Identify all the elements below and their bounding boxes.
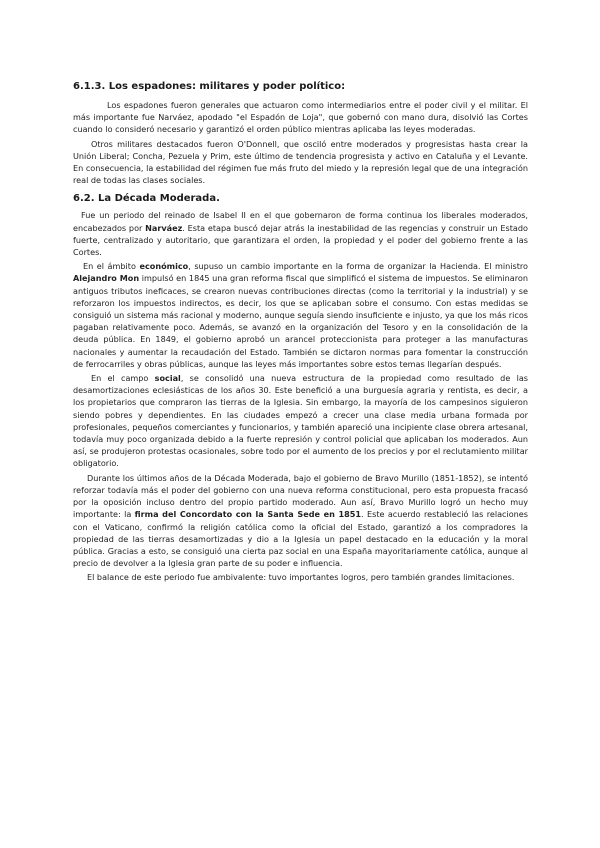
paragraph-espadones-2: Otros militares destacados fueron O'Donnell, que osciló entre moderados y progresistas hasta crear la Unión Liberal; Concha, Pezuela y Prim, este último de tendencia progresista y activo en Cataluña y el Levante. En consecuencia, la estabilidad del régimen fue más fruto del miedo y la represión legal que de una integración real de todas las clases sociales.	[73, 138, 528, 186]
bold-narvaez: Narváez	[145, 222, 183, 233]
paragraph-bravo-murillo: Durante los últimos años de la Década Moderada, bajo el gobierno de Bravo Murillo (1851-1852), se intentó reforzar todavía más el poder del gobierno con una nueva reforma constitucional, pero esta propuesta fracasó por la oposición incluso dentro del propio partido moderado. Aun así, Bravo Murillo logró un hecho muy importante: la firma del Concordato con la Santa Sede en 1851. Este acuerdo restableció las relaciones con el Vaticano, confirmó la religión católica como la oficial del Estado, garantizó a los compradores la propiedad de las tierras desamortizadas y dio a la Iglesia un papel destacado en la educación y la moral pública. Gracias a esto, se consiguió una cierta paz social en una España mayoritariamente católica, aunque al precio de devolver a la Iglesia gran parte de su poder e influencia.	[73, 472, 529, 569]
section-heading-decada-moderada: 6.2. La Década Moderada.	[73, 193, 220, 205]
paragraph-balance: El balance de este periodo fue ambivalente: tuvo importantes logros, pero también grandes limitaciones.	[87, 572, 515, 583]
paragraph-economico: En el ámbito económico, supuso un cambio importante en la forma de organizar la Hacienda. El ministro Alejandro Mon impulsó en 1845 una gran reforma fiscal que simplificó el sistema de impuestos. Se eliminaron antiguos tributos ineficaces, se crearon nuevas contribuciones directas (como la territorial y la industrial) y se reforzaron los impuestos indirectos, es decir, los que se aplicaban sobre el consumo. Con estas medidas se consiguió un sistema más racional y moderno, aunque seguía siendo insuficiente e injusto, ya que los más ricos pagaban relativamente poco. Además, se avanzó en la organización del Tesoro y en la consolidación de la deuda pública. En 1849, el gobierno aprobó un arancel proteccionista para proteger a las manufacturas nacionales y aumentar la recaudación del Estado. También se dictaron normas para fomentar la construcción de ferrocarriles y obras públicas, aunque las leyes más importantes sobre estos temas llegarían después.	[73, 261, 528, 369]
paragraph-espadones-1: Los espadones fueron generales que actuaron como intermediarios entre el poder civil y el militar. El más importante fue Narváez, apodado "el Espadón de Loja", que gobernó con mano dura, disolvió las Cortes cuando lo consideró necesario y garantizó el orden público mientras aplicaba las leyes moderadas.	[73, 100, 528, 135]
document-body	[73, 80, 528, 586]
bold-alejandro-mon: Alejandro Mon	[73, 273, 140, 284]
section-heading-espadones: 6.1.3. Los espadones: militares y poder político:	[73, 81, 346, 92]
paragraph-decada-intro: Fue un periodo del reinado de Isabel II en el que gobernaron de forma continua los liberales moderados, encabezados por Narváez. Esta etapa buscó dejar atrás la inestabilidad de las regencias y construir un Estado fuerte, centralizado y autoritario, que garantizara el orden, la propiedad y el poder del gobierno frente a las Cortes.	[73, 210, 528, 258]
paragraph-social: En el campo social, se consolidó una nueva estructura de la propiedad como resultado de las desamortizaciones eclesiásticas de los años 30. Este benefició a una burguesía agraria y rentista, es decir, a los propietarios que compraron las tierras de la Iglesia. Sin embargo, la mayoría de los campesinos siguieron siendo pobres y dependientes. En las ciudades empezó a crecer una clase media urbana formada por profesionales, pequeños comerciantes y funcionarios, y también apareció una incipiente clase obrera artesanal, todavía muy poco organizada debido a la fuerte represión y control policial que aplicaban los moderados. Aun así, se produjeron protestas ocasionales, sobre todo por el aumento de los precios y por el reclutamiento militar obligatorio.	[73, 373, 528, 469]
bold-social: social	[154, 373, 181, 384]
bold-economico: económico	[139, 261, 189, 272]
bold-concordato: firma del Concordato con la Santa Sede en 1851	[134, 509, 362, 520]
